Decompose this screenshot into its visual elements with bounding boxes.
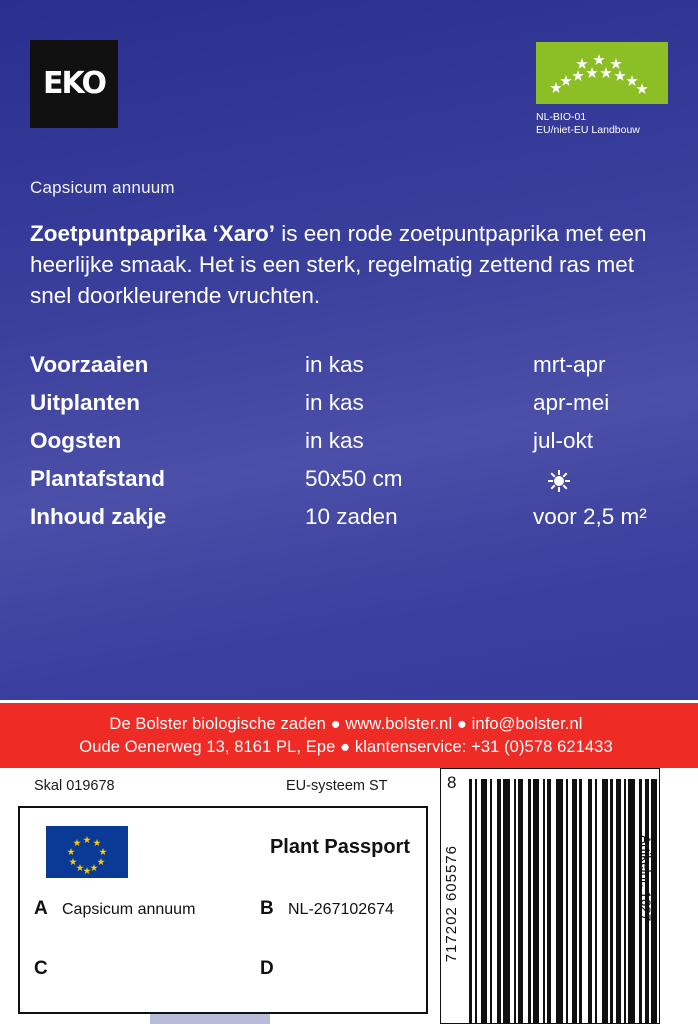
passport-field-c-label: C xyxy=(34,958,48,979)
table-row xyxy=(30,466,672,504)
passport-field-d-label: D xyxy=(260,958,274,979)
row-where: in kas xyxy=(305,352,364,377)
skal-number: Skal 019678 xyxy=(34,778,115,794)
row-where: in kas xyxy=(305,428,364,453)
table-row xyxy=(30,390,672,428)
row-label: Inhoud zakje xyxy=(30,504,167,529)
row-when: mrt-apr xyxy=(533,352,606,377)
eu-organic-origin: EU/niet-EU Landbouw xyxy=(536,124,640,137)
plant-passport-card xyxy=(18,806,428,1014)
eu-organic-code-block xyxy=(536,111,668,137)
barcode-bars-icon xyxy=(469,779,657,1024)
plant-passport-row-cd xyxy=(20,946,426,1006)
row-when: apr-mei xyxy=(533,390,610,415)
row-when: voor 2,5 m² xyxy=(533,504,647,529)
eu-system-code: EU-systeem ST xyxy=(286,778,388,794)
article-number: Artikelnr. 1627 xyxy=(638,835,653,922)
row-label: Plantafstand xyxy=(30,466,166,491)
culture-table xyxy=(30,352,672,542)
row-label: Voorzaaien xyxy=(30,352,149,377)
passport-field-a-label: A xyxy=(34,898,48,919)
passport-field-a-value: Capsicum annuum xyxy=(62,901,196,918)
barcode-block xyxy=(440,768,660,1024)
passport-field-b-value: NL-267102674 xyxy=(288,901,394,918)
row-where: 10 zaden xyxy=(305,504,398,529)
barcode-number: 717202 605576 xyxy=(443,845,460,963)
packet-bottom-tab xyxy=(150,1014,270,1024)
barcode-lead-digit: 8 xyxy=(447,773,457,792)
plant-passport-row-ab xyxy=(20,884,426,946)
row-where: 50x50 cm xyxy=(305,466,403,491)
row-when xyxy=(533,466,672,492)
product-description xyxy=(30,218,672,311)
table-row xyxy=(30,352,672,390)
table-row xyxy=(30,504,672,542)
eu-organic-label xyxy=(536,42,668,137)
product-name: Zoetpuntpaprika ‘Xaro’ xyxy=(30,221,276,246)
row-when: jul-okt xyxy=(533,428,594,453)
plant-passport-title: Plant Passport xyxy=(269,836,410,858)
passport-field-b-label: B xyxy=(260,898,274,919)
eu-flag-icon xyxy=(46,826,128,878)
table-row xyxy=(30,428,672,466)
eu-organic-code: NL-BIO-01 xyxy=(536,111,587,123)
company-line-1: De Bolster biologische zaden ● www.bolster.nl ● info@bolster.nl xyxy=(109,714,583,733)
eko-logo-text: EKO xyxy=(43,66,105,101)
eu-organic-leaf-icon xyxy=(536,42,668,104)
sun-icon xyxy=(551,473,567,489)
latin-name: Capsicum annuum xyxy=(30,178,175,197)
eko-logo xyxy=(30,40,118,128)
company-line-2: Oude Oenerweg 13, 8161 PL, Epe ● klantenservice: +31 (0)578 621433 xyxy=(79,737,613,756)
row-where: in kas xyxy=(305,390,364,415)
certification-area xyxy=(0,768,698,1024)
row-label: Oogsten xyxy=(30,428,122,453)
product-description-text: is een rode zoetpuntpaprika met een heerlijke smaak. Het is een sterk, regelmatig zettend ras met snel doorkleurende vruchten. xyxy=(30,221,647,308)
company-contact-band xyxy=(0,700,698,768)
row-label: Uitplanten xyxy=(30,390,140,415)
